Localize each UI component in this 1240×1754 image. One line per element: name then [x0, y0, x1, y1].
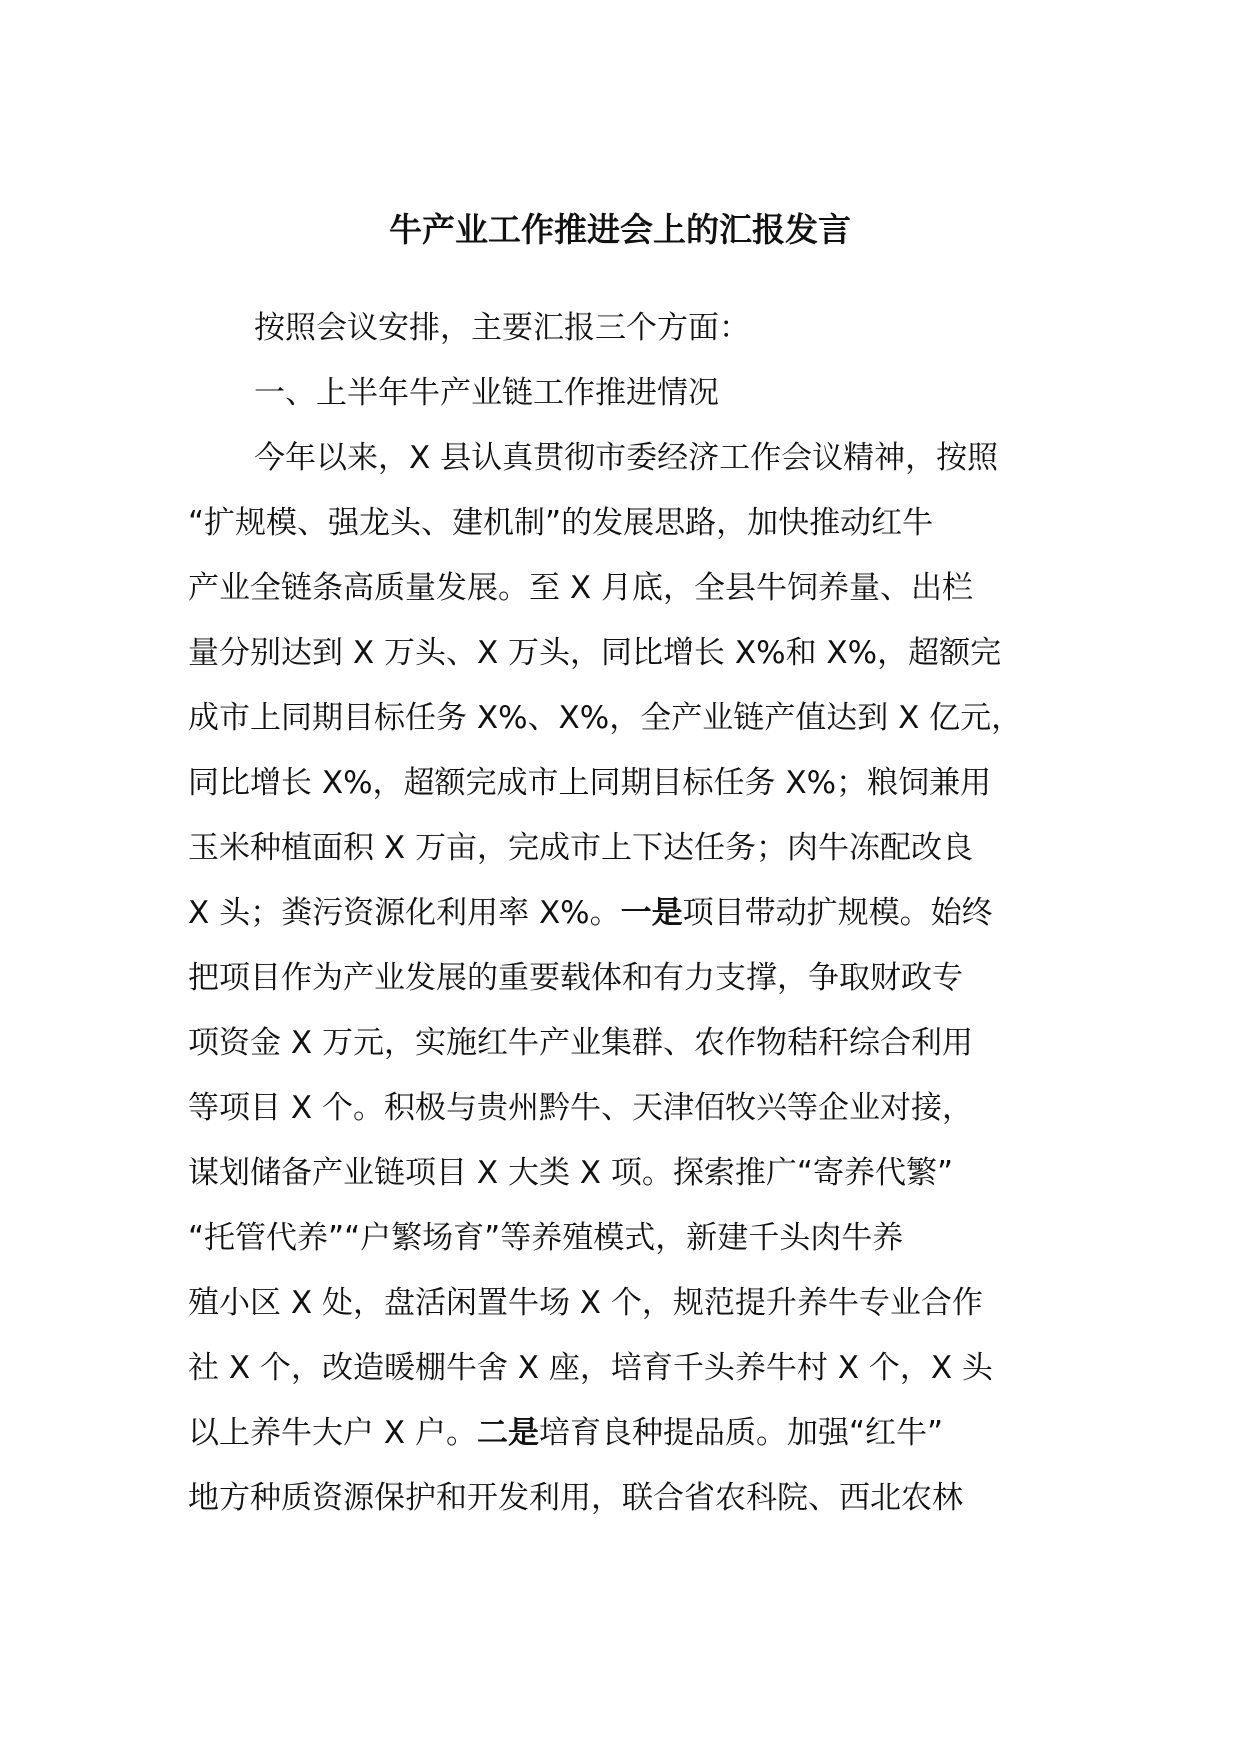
paragraph-line: “托管代养”“户繁场育”等养殖模式，新建千头肉牛养	[188, 1220, 904, 1256]
line-text: 培育良种提品质。加强“红牛”	[538, 1415, 944, 1451]
paragraph-line: 量分别达到 X 万头、X 万头，同比增长 X%和 X%，超额完	[188, 635, 1002, 671]
document-title: 牛产业工作推进会上的汇报发言	[389, 210, 851, 249]
paragraph-line: 殖小区 X 处，盘活闲置牛场 X 个，规范提升养牛专业合作	[188, 1285, 983, 1321]
paragraph-line: 社 X 个，改造暖棚牛舍 X 座，培育千头养牛村 X 个，X 头	[188, 1350, 993, 1386]
paragraph-line: 今年以来，X 县认真贯彻市委经济工作会议精神，按照	[254, 440, 999, 476]
paragraph-line: “扩规模、强龙头、建机制”的发展思路，加快推动红牛	[188, 505, 934, 541]
paragraph-line: 地方种质资源保护和开发利用，联合省农科院、西北农林	[188, 1480, 963, 1516]
line-text: 项目带动扩规模。始终	[682, 895, 993, 931]
section-heading: 一、上半年牛产业链工作推进情况	[254, 375, 719, 411]
paragraph-line: 成市上同期目标任务 X%、X%，全产业链产值达到 X 亿元，	[188, 700, 1023, 736]
intro-paragraph: 按照会议安排，主要汇报三个方面：	[254, 310, 750, 346]
keypoint-label-2: 二是	[476, 1415, 539, 1451]
paragraph-line: 谋划储备产业链项目 X 大类 X 项。探索推广“寄养代繁”	[188, 1155, 954, 1191]
document-body	[188, 296, 1068, 1531]
keypoint-label-1: 一是	[620, 895, 683, 931]
paragraph-line: 等项目 X 个。积极与贵州黔牛、天津佰牧兴等企业对接，	[188, 1090, 973, 1126]
paragraph-line: 玉米种植面积 X 万亩，完成市上下达任务；肉牛冻配改良	[188, 830, 973, 866]
paragraph-line-with-keypoint	[188, 1401, 1068, 1466]
paragraph-line: 同比增长 X%，超额完成市上同期目标任务 X%；粮饲兼用	[188, 765, 992, 801]
paragraph-line: 把项目作为产业发展的重要载体和有力支撑，争取财政专	[188, 960, 963, 996]
paragraph-line: 产业全链条高质量发展。至 X 月底，全县牛饲养量、出栏	[188, 570, 973, 606]
paragraph-line: 项资金 X 万元，实施红牛产业集群、农作物秸秆综合利用	[188, 1025, 973, 1061]
line-text: 以上养牛大户 X 户。	[188, 1415, 477, 1451]
line-text: X 头；粪污资源化利用率 X%。	[188, 895, 621, 931]
paragraph-line-with-keypoint	[188, 881, 1068, 946]
